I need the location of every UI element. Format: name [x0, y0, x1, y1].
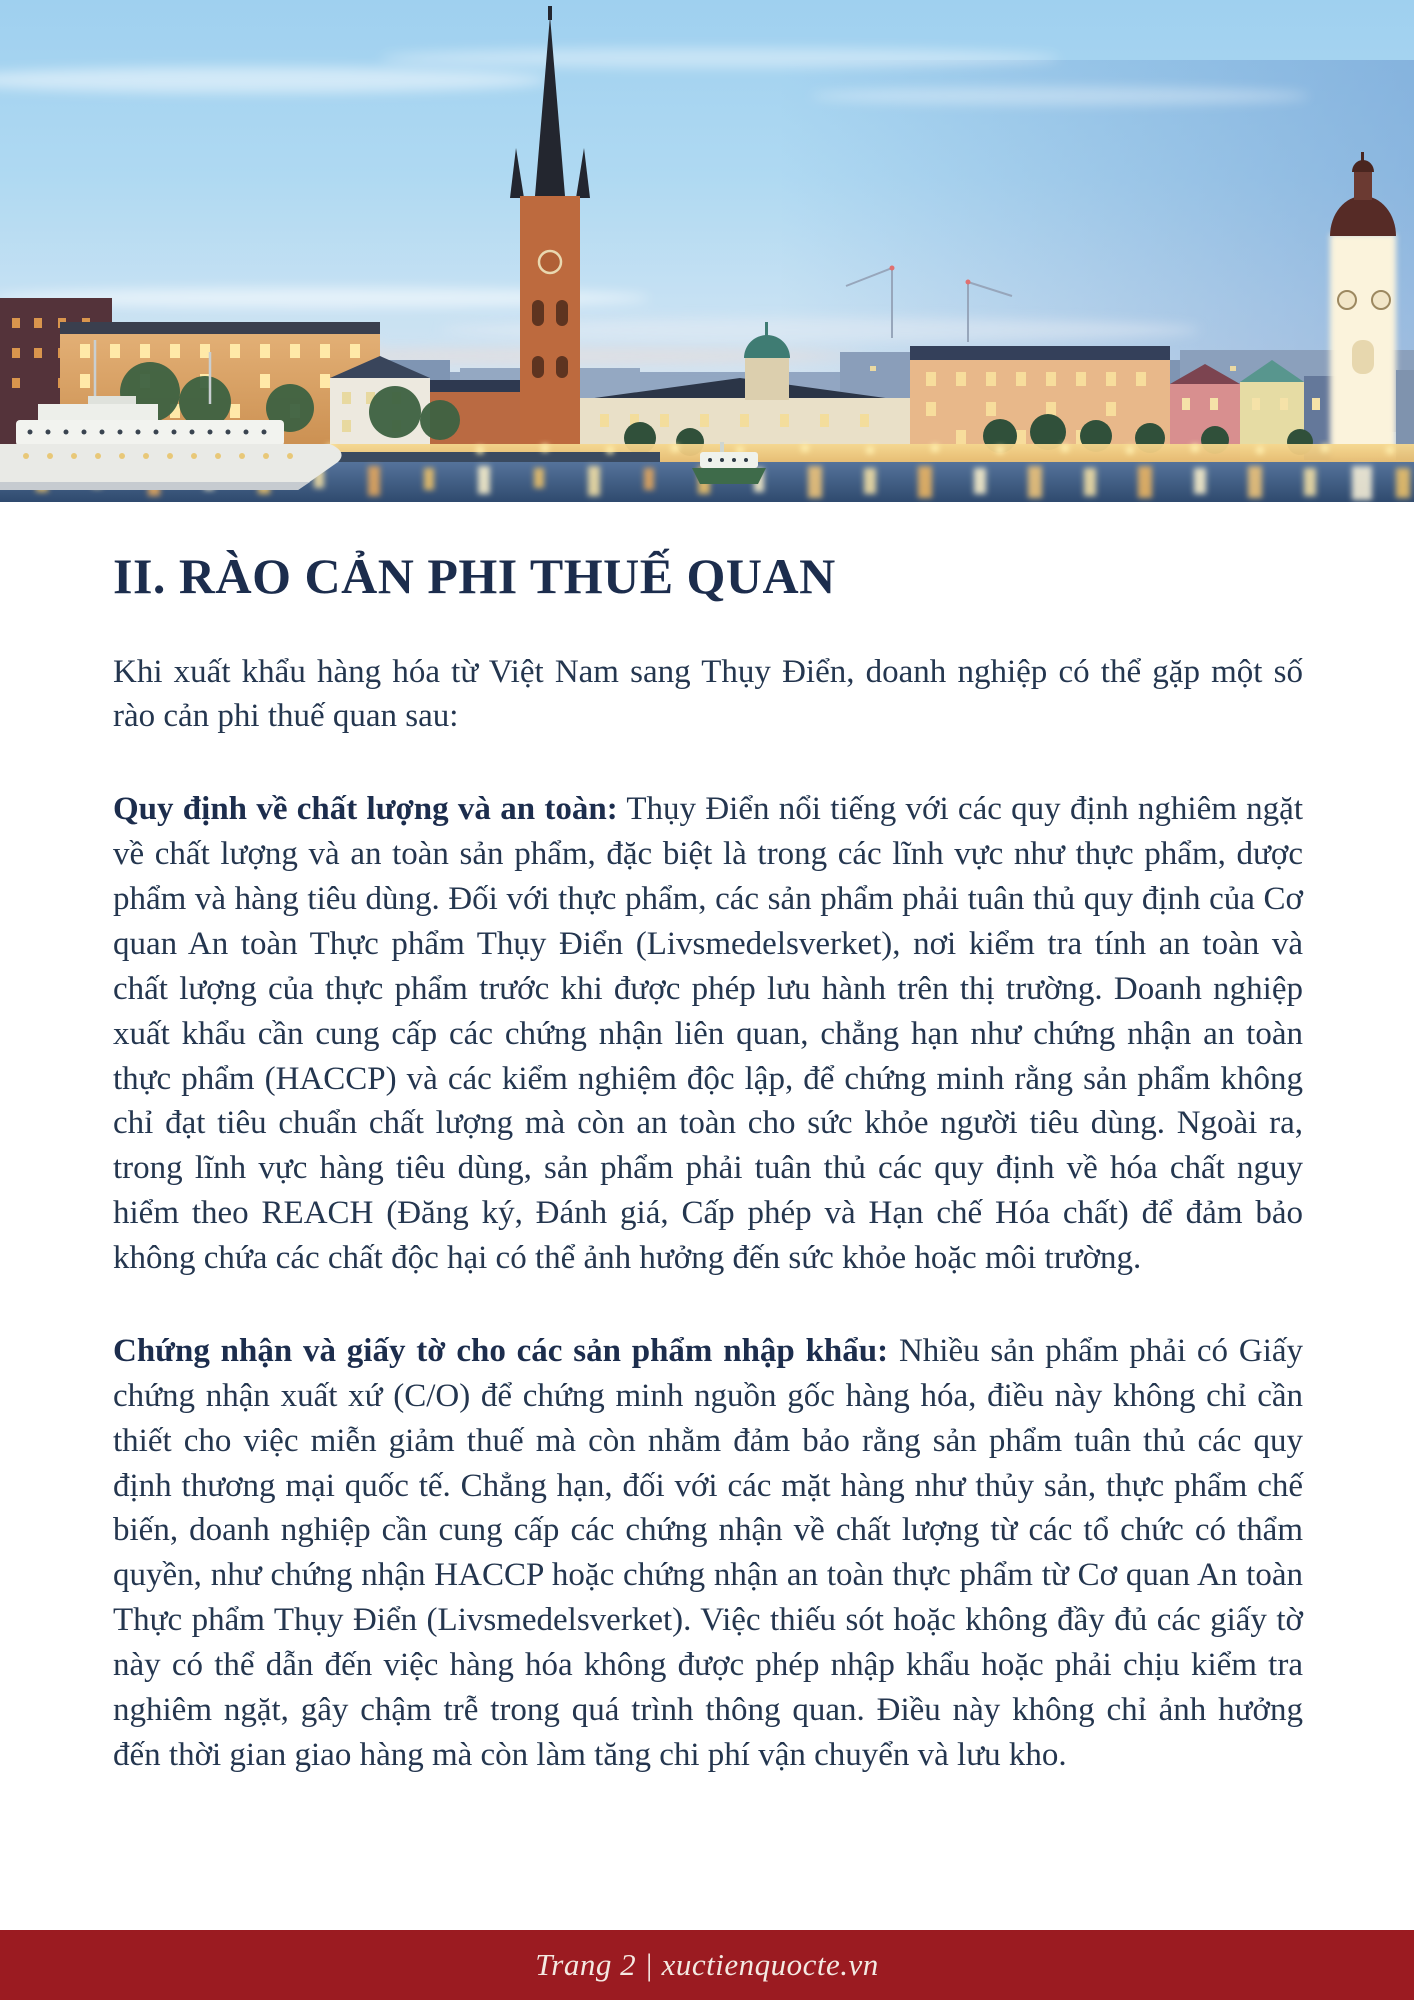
page-footer	[0, 1930, 1414, 2000]
footer-text: Trang 2 | xuctienquocte.vn	[535, 1947, 879, 1982]
intro-paragraph: Khi xuất khẩu hàng hóa từ Việt Nam sang Thụy Điển, doanh nghiệp có thể gặp một số rào cản phi thuế quan sau:	[113, 653, 1303, 735]
section-certificates-body: Nhiều sản phẩm phải có Giấy chứng nhận xuất xứ (C/O) để chứng minh nguồn gốc hàng hóa, điều này không chỉ cần thiết cho việc miễn giảm thuế mà còn nhằm đảm bảo rằng sản phẩm tuân thủ các quy định thương mại quốc tế. Chẳng hạn, đối với các mặt hàng như thủy sản, thực phẩm chế biến, doanh nghiệp cần cung cấp các chứng nhận về chất lượng từ các tổ chức có thẩm quyền, như chứng nhận HACCP hoặc chứng nhận an toàn thực phẩm từ Cơ quan An toàn Thực phẩm Thụy Điển (Livsmedelsverket). Việc thiếu sót hoặc không đầy đủ các giấy tờ này có thể dẫn đến việc hàng hóa không được phép nhập khẩu hoặc phải chịu kiểm tra nghiêm ngặt, gây chậm trễ trong quá trình thông quan. Điều này không chỉ ảnh hưởng đến thời gian giao hàng mà còn làm tăng chi phí vận chuyển và lưu kho.	[113, 1332, 1304, 1773]
section-certificates-lead: Chứng nhận và giấy tờ cho các sản phẩm nhập khẩu:	[113, 1332, 889, 1369]
section-quality-safety	[113, 787, 1303, 1281]
section-quality-safety-body: Thụy Điển nổi tiếng với các quy định nghiêm ngặt về chất lượng và an toàn sản phẩm, đặc biệt là trong các lĩnh vực như thực phẩm, dược phẩm và hàng tiêu dùng. Đối với thực phẩm, các sản phẩm phải tuân thủ quy định của Cơ quan An toàn Thực phẩm Thụy Điển (Livsmedelsverket), nơi kiểm tra tính an toàn và chất lượng của thực phẩm trước khi được phép lưu hành trên thị trường. Doanh nghiệp xuất khẩu cần cung cấp các chứng nhận liên quan, chẳng hạn như chứng nhận an toàn thực phẩm (HACCP) và các kiểm nghiệm độc lập, để chứng minh rằng sản phẩm không chỉ đạt tiêu chuẩn chất lượng mà còn an toàn cho sức khỏe người tiêu dùng. Ngoài ra, trong lĩnh vực hàng tiêu dùng, sản phẩm phải tuân thủ các quy định về hóa chất nguy hiểm theo REACH (Đăng ký, Đánh giá, Cấp phép và Hạn chế Hóa chất) để đảm bảo không chứa các chất độc hại có thể ảnh hưởng đến sức khỏe hoặc môi trường.	[113, 791, 1303, 1276]
header-photo	[0, 0, 1414, 502]
stockholm-skyline-illustration	[0, 0, 1414, 502]
section-certificates	[113, 1329, 1303, 1778]
section-quality-safety-lead: Quy định về chất lượng và an toàn:	[113, 791, 618, 828]
page-title: II. RÀO CẢN PHI THUẾ QUAN	[113, 548, 836, 604]
page-content	[113, 502, 1303, 1778]
